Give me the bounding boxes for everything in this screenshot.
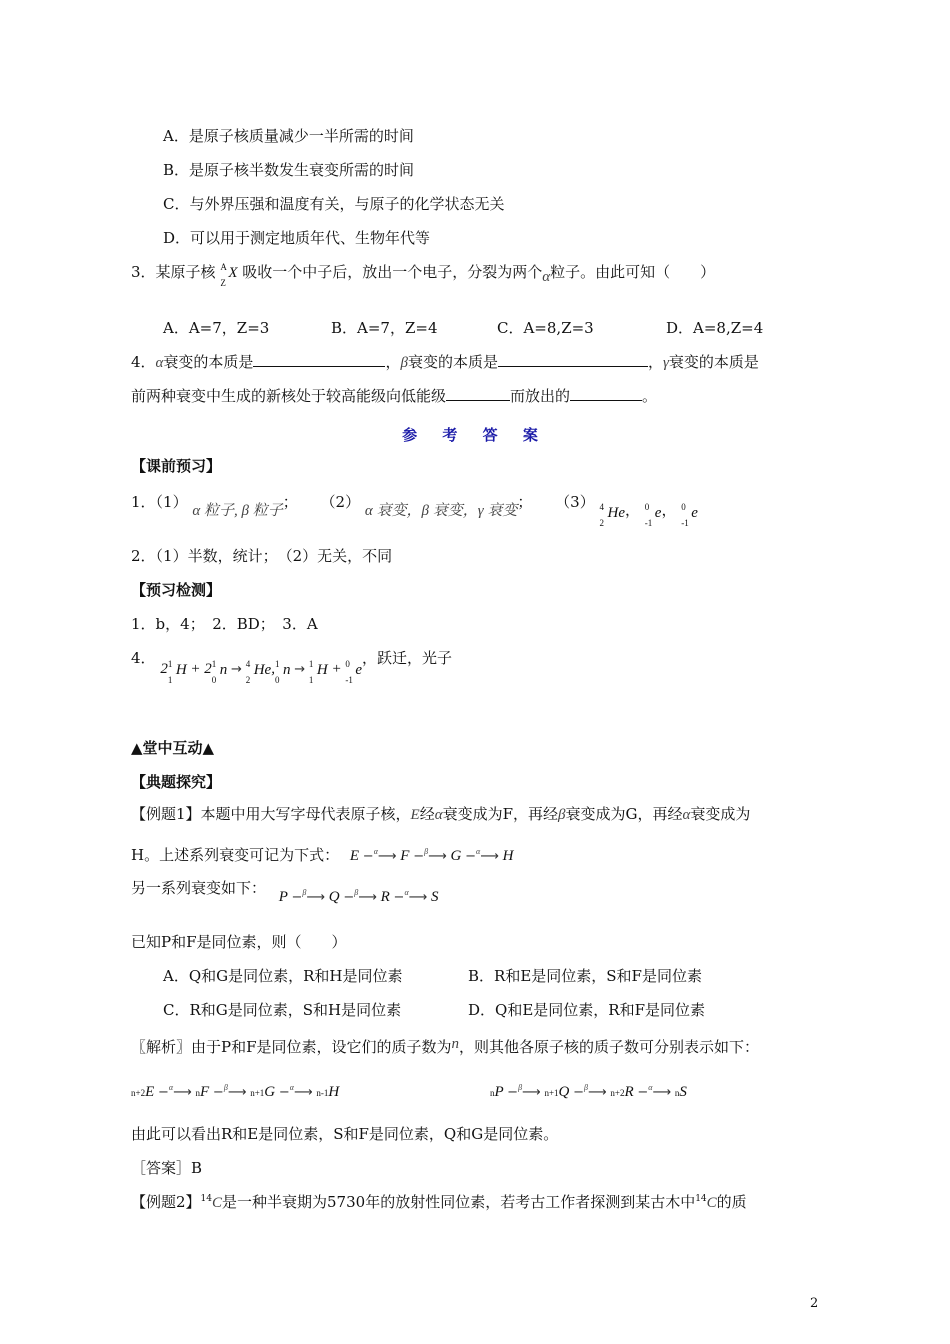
page-number: 2: [810, 1296, 819, 1311]
example-1-line4: 已知P和F是同位素，则（ ）: [131, 933, 347, 951]
check-answer-4: 4． 2 1 1 H + 2 1 0 n → 4 2 He, 1 0 n → 1 1 H + 0 -1 e，跃迁，光子: [131, 649, 453, 685]
answers-title: 参 考 答 案: [402, 426, 548, 444]
section-example: 【典题探究】: [131, 773, 222, 791]
analysis-chain-2: nP −$^\beta$⟶ n+1Q −$^\beta$⟶ n+2R −$^\alpha$⟶ nS: [490, 1083, 687, 1100]
ex1-option-b: B．R和E是同位素，S和F是同位素: [468, 967, 702, 985]
example-1-conclusion: 由此可以看出R和E是同位素，S和F是同位素，Q和G是同位素。: [131, 1125, 559, 1143]
nucleus-x: A Z X: [220, 262, 238, 288]
preview-answer-2: 2．（1）半数，统计； （2）无关，不同: [131, 547, 393, 565]
option-d: D．可以用于测定地质年代、生物年代等: [163, 229, 431, 247]
q3-option-d: D．A=8,Z=4: [666, 319, 764, 337]
example-1-line3: 另一系列衰变如下： P −$^\beta$⟶ Q −$^\beta$⟶ R −$^\alpha$⟶ S: [131, 879, 439, 905]
ex1-option-c: C．R和G是同位素，S和H是同位素: [163, 1001, 402, 1019]
example-1-answer: ［答案］B: [131, 1159, 203, 1177]
q3-option-b: B．A=7，Z=4: [331, 319, 438, 337]
example-1-analysis: 〖解析〗由于P和F是同位素，设它们的质子数为n，则其他各原子核的质子数可分别表示如下：: [131, 1036, 760, 1056]
example-1-line1: 【例题1】本题中用大写字母代表原子核，E经α衰变成为F，再经β衰变成为G，再经α衰变成为: [131, 805, 751, 823]
q3-option-c: C．A=8,Z=3: [497, 319, 594, 337]
question-4: 4．α衰变的本质是 ，β衰变的本质是 ，γ衰变的本质是: [131, 353, 759, 371]
section-check: 【预习检测】: [131, 581, 222, 599]
check-answer-1: 1．b，4； 2．BD； 3．A: [131, 615, 318, 633]
option-c: C．与外界压强和温度有关，与原子的化学状态无关: [163, 195, 505, 213]
example-1-line2: H。上述系列衰变可记为下式： E −$^\alpha$⟶ F −$^\beta$⟶ G −$^\alpha$⟶ H: [131, 846, 514, 864]
question-4-line2: 前两种衰变中生成的新核处于较高能级向低能级 而放出的 。: [131, 387, 658, 405]
section-preview: 【课前预习】: [131, 457, 222, 475]
analysis-chain-1: n+2E −$^\alpha$⟶ nF −$^\beta$⟶ n+1G −$^\alpha$⟶ n-1H: [131, 1083, 340, 1100]
q3-option-a: A．A=7，Z=3: [163, 319, 270, 337]
question-3: 3．某原子核 A Z X 吸收一个中子后，放出一个电子，分裂为两个α粒子。由此可知（ ）: [131, 262, 716, 288]
example-2-line1: 【例题2】$^{14}$C是一种半衰期为5730年的放射性同位素，若考古工作者探测到某古木中$^{14}$C的质: [131, 1193, 747, 1211]
ex1-option-a: A．Q和G是同位素，R和H是同位素: [163, 967, 403, 985]
preview-answer-1: 1．（1） α 粒子, β 粒子； （2） α 衰变，β 衰变，γ 衰变； （3） 4 2 He， 0 -1 e， 0 -1 e: [131, 493, 698, 528]
ex1-option-d: D．Q和E是同位素，R和F是同位素: [468, 1001, 705, 1019]
option-a: A．是原子核质量减少一半所需的时间: [163, 127, 414, 145]
option-b: B．是原子核半数发生衰变所需的时间: [163, 161, 415, 179]
section-class: ▲堂中互动▲: [131, 739, 215, 757]
